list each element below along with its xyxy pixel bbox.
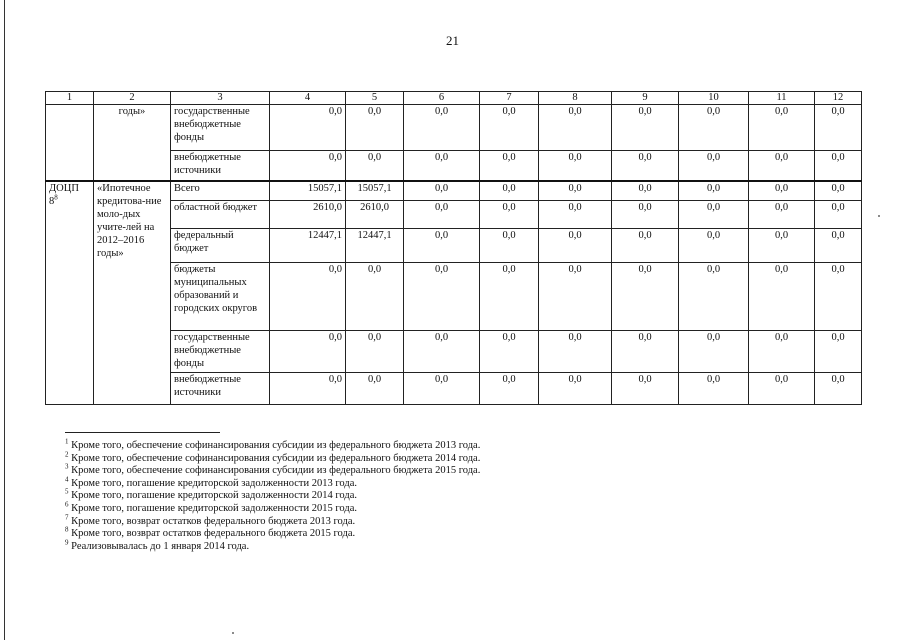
- value-cell: 0,0: [404, 201, 480, 229]
- value-cell: 0,0: [480, 373, 539, 405]
- header-cell: 2: [94, 92, 171, 105]
- value-cell: 0,0: [404, 181, 480, 201]
- table-row: [46, 181, 862, 201]
- source-label: внебюджетные источники: [171, 373, 270, 405]
- value-cell: 0,0: [612, 181, 679, 201]
- header-cell: 7: [480, 92, 539, 105]
- value-cell: 0,0: [539, 181, 612, 201]
- program-code-footnote: 8: [54, 193, 58, 201]
- value-cell: 0,0: [480, 331, 539, 373]
- value-cell: 0,0: [404, 331, 480, 373]
- value-cell: 0,0: [346, 151, 404, 181]
- header-cell: 4: [270, 92, 346, 105]
- program-name-cont: годы»: [94, 105, 171, 181]
- value-cell: 0,0: [612, 373, 679, 405]
- value-cell: 0,0: [612, 105, 679, 151]
- value-cell: 0,0: [749, 373, 815, 405]
- value-cell: 0,0: [480, 151, 539, 181]
- value-cell: 0,0: [612, 229, 679, 263]
- value-cell: 0,0: [749, 181, 815, 201]
- footnote: $^9$ Реализовывалась до 1 января 2014 года.: [65, 538, 250, 552]
- table-row: [46, 105, 862, 151]
- value-cell: 0,0: [815, 263, 862, 331]
- value-cell: 0,0: [539, 373, 612, 405]
- header-cell: 5: [346, 92, 404, 105]
- value-cell: 0,0: [749, 151, 815, 181]
- value-cell: 0,0: [539, 263, 612, 331]
- value-cell: 0,0: [815, 181, 862, 201]
- value-cell: 0,0: [679, 373, 749, 405]
- source-label: федеральный бюджет: [171, 229, 270, 263]
- value-cell: 0,0: [815, 201, 862, 229]
- value-cell: 0,0: [612, 201, 679, 229]
- footnote: $^2$ Кроме того, обеспечение софинансирования субсидии из федерального бюджета 2014 года.: [65, 450, 481, 464]
- program-code: ДОЦП $8^8$: [46, 181, 94, 405]
- value-cell: 0,0: [539, 105, 612, 151]
- value-cell: 0,0: [612, 331, 679, 373]
- value-cell: 0,0: [679, 331, 749, 373]
- value-cell: 0,0: [480, 229, 539, 263]
- footnote: $^3$ Кроме того, обеспечение софинансирования субсидии из федерального бюджета 2015 года.: [65, 462, 481, 477]
- value-cell: 0,0: [749, 263, 815, 331]
- header-cell: 3: [171, 92, 270, 105]
- footnote: $^5$ Кроме того, погашение кредиторской задолженности 2014 года.: [65, 487, 357, 502]
- header-cell: 12: [815, 92, 862, 105]
- footnote: $^6$ Кроме того, погашение кредиторской задолженности 2015 года.: [65, 500, 357, 514]
- value-cell: 0,0: [404, 229, 480, 263]
- footnote: $^7$ Кроме того, возврат остатков федерального бюджета 2013 года.: [65, 513, 356, 527]
- value-cell: 0,0: [612, 263, 679, 331]
- page-edge-line: [4, 0, 5, 640]
- value-cell: 2610,0: [346, 201, 404, 229]
- value-cell: 0,0: [749, 331, 815, 373]
- value-cell: 0,0: [270, 151, 346, 181]
- value-cell: 0,0: [539, 151, 612, 181]
- scan-speck: [232, 632, 234, 634]
- value-cell: 0,0: [749, 229, 815, 263]
- value-cell: 0,0: [480, 201, 539, 229]
- empty-cell: [46, 105, 94, 181]
- value-cell: 0,0: [346, 331, 404, 373]
- header-cell: 10: [679, 92, 749, 105]
- page-number: 21: [446, 33, 459, 48]
- value-cell: 0,0: [270, 373, 346, 405]
- footnote: $^1$ Кроме того, обеспечение софинансирования субсидии из федерального бюджета 2013 года.: [65, 437, 481, 451]
- value-cell: 0,0: [679, 105, 749, 151]
- header-cell: 9: [612, 92, 679, 105]
- value-cell: 0,0: [749, 105, 815, 151]
- source-label: внебюджетные источники: [171, 151, 270, 181]
- value-cell: 0,0: [346, 105, 404, 151]
- header-row: [46, 92, 862, 105]
- value-cell: 12447,1: [270, 229, 346, 263]
- value-cell: 0,0: [539, 201, 612, 229]
- source-label: Всего: [171, 181, 270, 201]
- source-label: областной бюджет: [171, 201, 270, 229]
- value-cell: 0,0: [270, 331, 346, 373]
- scan-speck: [878, 215, 880, 217]
- source-label: государственные внебюджетные фонды: [171, 331, 270, 373]
- footnote-separator: [65, 432, 220, 433]
- footnote: $^4$ Кроме того, погашение кредиторской задолженности 2013 года.: [65, 475, 357, 489]
- value-cell: 2610,0: [270, 201, 346, 229]
- value-cell: 0,0: [404, 263, 480, 331]
- value-cell: 0,0: [679, 201, 749, 229]
- value-cell: 0,0: [815, 331, 862, 373]
- value-cell: 0,0: [346, 373, 404, 405]
- value-cell: 0,0: [539, 229, 612, 263]
- value-cell: 0,0: [679, 151, 749, 181]
- value-cell: 0,0: [270, 105, 346, 151]
- value-cell: 0,0: [815, 151, 862, 181]
- value-cell: 15057,1: [346, 181, 404, 201]
- value-cell: 0,0: [539, 331, 612, 373]
- value-cell: 15057,1: [270, 181, 346, 201]
- value-cell: 0,0: [815, 229, 862, 263]
- value-cell: 0,0: [270, 263, 346, 331]
- value-cell: 0,0: [480, 263, 539, 331]
- value-cell: 12447,1: [346, 229, 404, 263]
- value-cell: 0,0: [404, 373, 480, 405]
- value-cell: 0,0: [404, 105, 480, 151]
- budget-table: [45, 91, 862, 405]
- value-cell: 0,0: [480, 181, 539, 201]
- footnote: $^8$ Кроме того, возврат остатков федерального бюджета 2015 года.: [65, 525, 356, 540]
- value-cell: 0,0: [815, 105, 862, 151]
- value-cell: 0,0: [480, 105, 539, 151]
- header-cell: 8: [539, 92, 612, 105]
- header-cell: 11: [749, 92, 815, 105]
- program-name: «Ипотечное кредитова-ние моло-дых учите-лей на 2012–2016 годы»: [94, 181, 171, 405]
- value-cell: 0,0: [815, 373, 862, 405]
- value-cell: 0,0: [404, 151, 480, 181]
- value-cell: 0,0: [679, 263, 749, 331]
- value-cell: 0,0: [612, 151, 679, 181]
- header-cell: 1: [46, 92, 94, 105]
- source-label: государственные внебюджетные фонды: [171, 105, 270, 151]
- value-cell: 0,0: [679, 181, 749, 201]
- source-label: бюджеты муниципальных образований и городских округов: [171, 263, 270, 331]
- footnotes: [65, 437, 481, 553]
- value-cell: 0,0: [346, 263, 404, 331]
- value-cell: 0,0: [749, 201, 815, 229]
- value-cell: 0,0: [679, 229, 749, 263]
- header-cell: 6: [404, 92, 480, 105]
